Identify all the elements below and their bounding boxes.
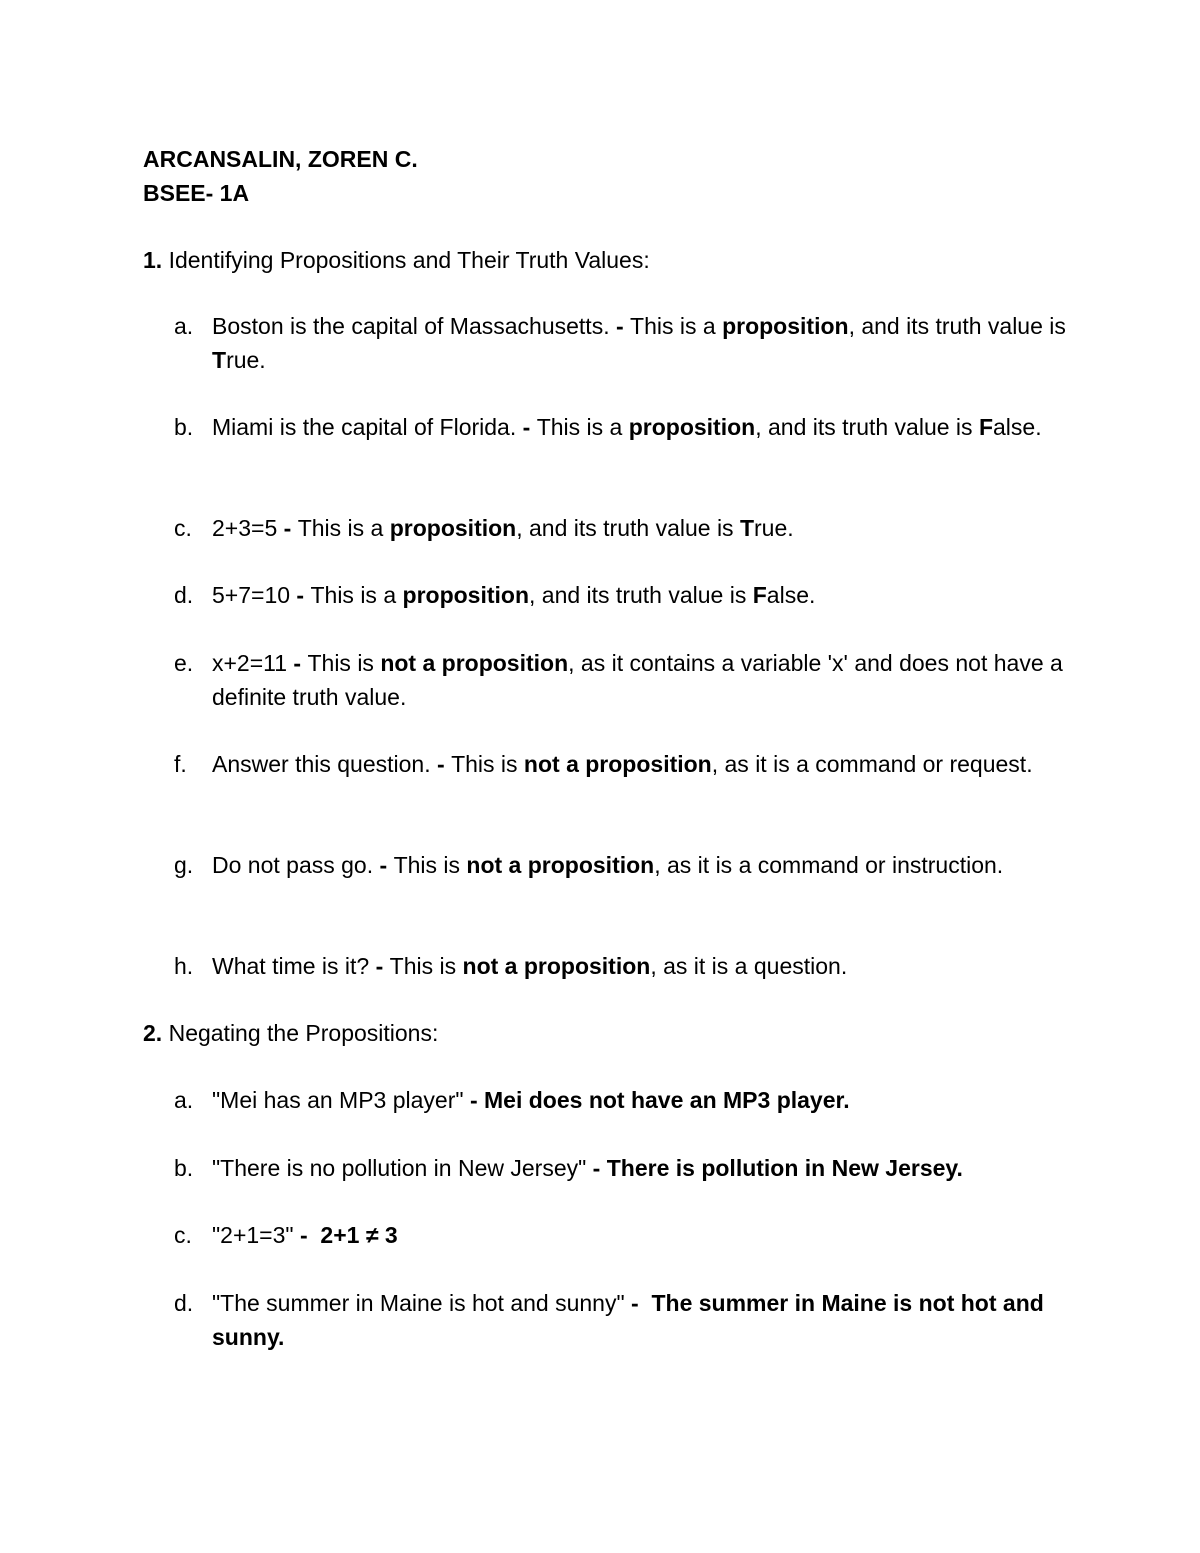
item-statement: 5+7=10 xyxy=(212,582,291,608)
list-item-1g xyxy=(174,848,1074,882)
list-item-1c xyxy=(174,511,1074,545)
list-item-1a xyxy=(174,309,1074,377)
list-item-1b xyxy=(174,410,1074,444)
item-letter: d. xyxy=(174,1290,194,1316)
item-original: "Mei has an MP3 player" xyxy=(212,1087,464,1113)
item-statement: 2+3=5 xyxy=(212,515,278,541)
item-dash: - xyxy=(463,1087,485,1113)
item-value-rest: alse. xyxy=(766,582,816,608)
item-value-initial: T xyxy=(212,347,227,373)
item-post: , and its truth value is xyxy=(848,313,1066,339)
item-statement: x+2=11 xyxy=(212,650,288,676)
item-value-initial: F xyxy=(978,414,993,440)
item-post: , and its truth value is xyxy=(529,582,753,608)
item-value-initial: T xyxy=(739,515,755,541)
item-dash: - xyxy=(586,1155,607,1181)
section-1-heading xyxy=(143,243,650,277)
item-dash: - xyxy=(624,1290,652,1316)
item-classification: not a proposition xyxy=(380,650,569,676)
item-dash: - xyxy=(609,313,631,339)
item-classification: proposition xyxy=(389,515,517,541)
item-pre: This is xyxy=(307,650,381,676)
item-letter: c. xyxy=(174,515,192,541)
item-pre: This is xyxy=(393,852,467,878)
item-pre: This is a xyxy=(297,515,390,541)
item-dash: - xyxy=(277,515,298,541)
item-statement: Answer this question. xyxy=(212,751,431,777)
item-classification: not a proposition xyxy=(523,751,712,777)
item-statement: What time is it? xyxy=(212,953,370,979)
item-letter: d. xyxy=(174,582,194,608)
section-2-heading xyxy=(143,1016,438,1050)
item-statement: Boston is the capital of Massachusetts. xyxy=(212,313,610,339)
section-1-title: Identifying Propositions and Their Truth Values: xyxy=(162,247,650,273)
item-pre: This is a xyxy=(630,313,723,339)
item-negation: Mei does not have an MP3 player. xyxy=(484,1087,850,1113)
student-name: ARCANSALIN, ZOREN C. xyxy=(143,146,418,172)
list-item-1f xyxy=(174,747,1074,781)
list-item-2c xyxy=(174,1218,1074,1252)
item-post: , and its truth value is xyxy=(755,414,979,440)
item-value-rest: rue. xyxy=(754,515,794,541)
item-letter: b. xyxy=(174,414,194,440)
item-letter: h. xyxy=(174,953,194,979)
list-item-2b xyxy=(174,1151,1074,1185)
list-item-2a xyxy=(174,1083,1074,1117)
item-letter: a. xyxy=(174,1087,194,1113)
section-2-number: 2. xyxy=(143,1020,163,1046)
item-pre: This is a xyxy=(310,582,403,608)
list-item-1d xyxy=(174,578,1074,612)
item-original: "2+1=3" xyxy=(212,1222,294,1248)
item-pre: This is a xyxy=(536,414,629,440)
item-letter: b. xyxy=(174,1155,194,1181)
item-value-rest: alse. xyxy=(993,414,1042,440)
item-value-rest: rue. xyxy=(226,347,266,373)
item-statement: Miami is the capital of Florida. xyxy=(212,414,517,440)
item-letter: e. xyxy=(174,650,194,676)
item-original: "The summer in Maine is hot and sunny" xyxy=(212,1290,625,1316)
item-dash: - xyxy=(430,751,452,777)
item-pre: This is xyxy=(451,751,524,777)
item-post: , and its truth value is xyxy=(516,515,740,541)
item-value-initial: F xyxy=(752,582,767,608)
list-item-2d xyxy=(174,1286,1074,1354)
item-pre: This is xyxy=(389,953,463,979)
list-item-1e xyxy=(174,646,1074,714)
item-post: , as it is a command or instruction. xyxy=(654,852,1004,878)
item-classification: proposition xyxy=(402,582,529,608)
item-original: "There is no pollution in New Jersey" xyxy=(212,1155,587,1181)
section-2-title: Negating the Propositions: xyxy=(162,1020,439,1046)
section-1-number: 1. xyxy=(143,247,163,273)
student-course: BSEE- 1A xyxy=(143,180,250,206)
item-dash: - xyxy=(287,650,308,676)
item-dash: - xyxy=(290,582,311,608)
item-negation: 2+1 ≠ 3 xyxy=(320,1222,398,1248)
list-item-1h xyxy=(174,949,1074,983)
item-post: , as it is a command or request. xyxy=(711,751,1033,777)
item-negation: The summer in Maine is not hot and sunny. xyxy=(212,1290,1044,1350)
item-letter: c. xyxy=(174,1222,192,1248)
item-post: , as it contains a variable 'x' and does not have a definite truth value. xyxy=(212,650,1063,710)
item-classification: proposition xyxy=(628,414,756,440)
item-statement: Do not pass go. xyxy=(212,852,374,878)
item-dash: - xyxy=(516,414,537,440)
item-classification: not a proposition xyxy=(466,852,655,878)
item-dash: - xyxy=(369,953,390,979)
item-classification: proposition xyxy=(722,313,849,339)
item-dash: - xyxy=(373,852,394,878)
item-dash: - xyxy=(293,1222,321,1248)
item-letter: g. xyxy=(174,852,194,878)
item-negation: There is pollution in New Jersey. xyxy=(606,1155,963,1181)
item-letter: f. xyxy=(174,751,187,777)
item-letter: a. xyxy=(174,313,194,339)
item-classification: not a proposition xyxy=(462,953,651,979)
item-post: , as it is a question. xyxy=(650,953,848,979)
